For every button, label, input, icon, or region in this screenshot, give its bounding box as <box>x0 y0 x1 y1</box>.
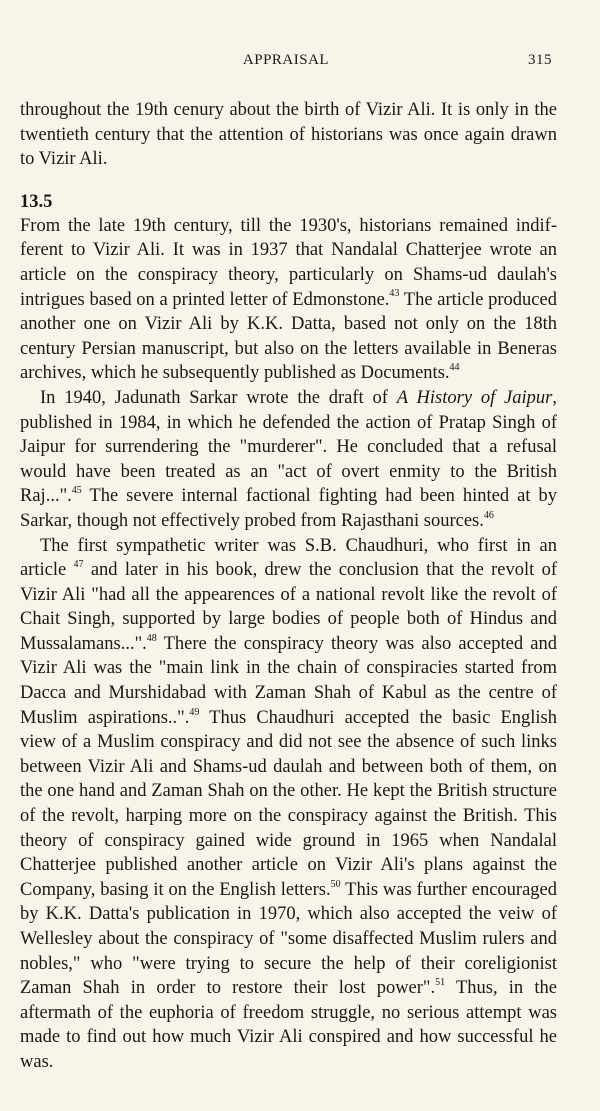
section-number: 13.5 <box>20 191 53 212</box>
footnote-ref: 47 <box>73 558 84 570</box>
footnote-ref: 48 <box>146 632 157 644</box>
paragraph-text: The article produced another one on Vizir Ali by K.K. Datta, based not only on the 18th century Persian manuscript, but also on the letters available in Beneras archives, which he subsequently published as Documents. <box>20 289 557 384</box>
paragraph-historians-indifferent <box>20 214 557 386</box>
footnote-ref: 49 <box>189 706 200 718</box>
paragraph-continued: throughout the 19th cenury about the birth of Vizir Ali. It is only in the twentieth century that the attention of historians was once again drawn to Vizir Ali. <box>20 100 557 170</box>
running-head <box>20 52 552 74</box>
body-text <box>20 98 557 1075</box>
footnote-ref: 51 <box>435 977 446 989</box>
paragraph-text: From the late 19th century, till the 1930's, historians remained indifferent to Vizir Ali. It was in 1937 that Nandalal Chatterjee wrote an article on the conspiracy theory, particularly on Shams-ud daulah's intrigues based on a printed letter of Edmonstone. <box>20 215 557 310</box>
paragraph-text: In 1940, Jadunath Sarkar wrote the draft of <box>40 387 397 408</box>
footnote-ref: 45 <box>71 485 82 497</box>
footnote-ref: 43 <box>389 288 400 300</box>
paragraph-text: The first sympathetic writer was S.B. Chaudhuri, who first in an article <box>20 535 557 581</box>
paragraph-text: This was further encouraged by K.K. Datta's publication in 1970, which also accepted the veiw of Wellesley about the conspiracy of "some disaffected Muslim rulers and nobles," who "were trying to secure the help of their coreligionist Zaman Shah in order to restore their lost power". <box>20 879 557 999</box>
paragraph-text: There the conspiracy theory was also accepted and Vizir Ali was the "main link in the chain of conspiracies started from Dacca and Murshidabad with Zaman Shah of Kabul as the centre of Muslim aspirations..". <box>20 633 557 728</box>
page-number: 315 <box>528 52 552 68</box>
footnote-ref: 50 <box>330 878 341 890</box>
paragraph-text: Thus Chaudhuri accepted the basic English view of a Muslim conspiracy and did not see the absence of such links between Vizir Ali and Shams-ud daulah and between both of them, on the one hand and Zaman Shah on the other. He kept the British structure of the revolt, harping more on the conspiracy against the British. This theory of conspiracy gained wide ground in 1965 when Nandalal Chatterjee published another article on Vizir Ali's plans against the Company, basing it on the English letters. <box>20 707 557 900</box>
footnote-ref: 46 <box>483 509 494 521</box>
book-title: A History of Jaipur <box>396 387 553 408</box>
paragraph-text: The severe internal factional fighting had been hinted at by Sarkar, though not effectively probed from Rajasthani sources. <box>20 486 557 531</box>
running-title: APPRAISAL <box>242 52 330 68</box>
footnote-ref: 44 <box>449 362 460 374</box>
paragraph-text: , published in 1984, in which he defended the action of Pratap Singh of Jaipur for surrendering the "murderer". He concluded that a refusal would have been treated as an "act of overt enmity to the British Raj...". <box>20 387 557 507</box>
paragraph-text: Thus, in the aftermath of the euphoria of freedom struggle, no serious attempt was made to find out how much Vizir Ali conspired and how successful he was. <box>20 978 557 1072</box>
paragraph-text: and later in his book, drew the conclusion that the revolt of Vizir Ali "had all the appearences of a national revolt like the revolt of Chait Singh, supported by large bodies of people both of Hindus and Mussalamans...". <box>20 560 557 654</box>
paragraph-sarkar <box>20 386 557 534</box>
paragraph-chaudhuri <box>20 534 557 1075</box>
